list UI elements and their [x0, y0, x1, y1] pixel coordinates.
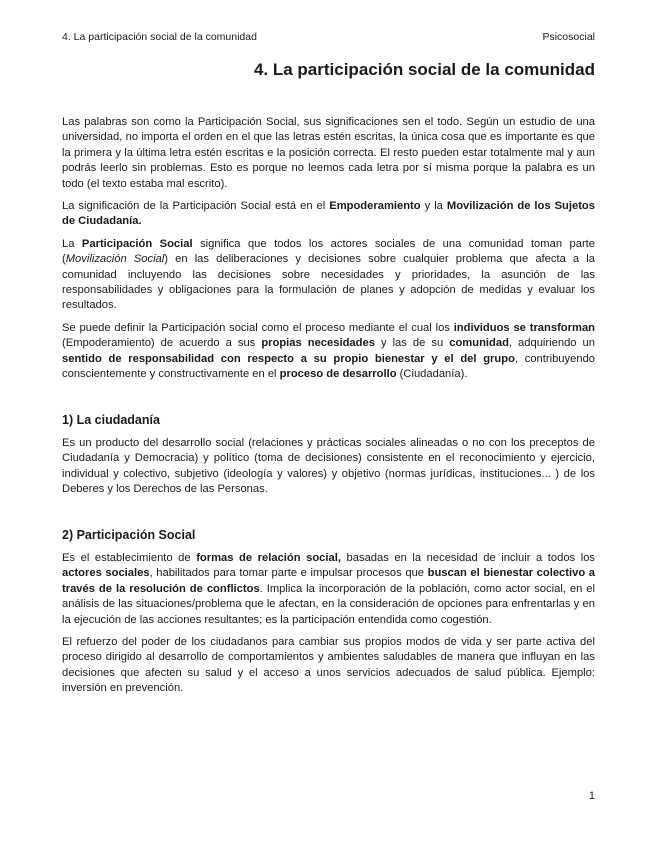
text-run: basadas en la necesidad de incluir a todos los: [340, 551, 596, 564]
bold-run: proceso de desarrollo: [279, 368, 397, 381]
bold-run: sentido de responsabilidad con respecto a su propio bienestar y el del grupo: [62, 352, 515, 365]
section1-paragraph: Es un producto del desarrollo social (relaciones y prácticas sociales alineadas o no con los preceptos de Ciudadanía y Democracia) y político (toma de decisiones) consistente en el reconocimiento y ejercicio, individual y colectivo, subjetivo (ideología y valores) y objetivo (normas jurídicas, instituciones... ) de los Deberes y los Derechos de las Personas.: [62, 436, 595, 496]
running-header-subject: Psicosocial: [542, 31, 595, 43]
text-run: y las de su: [374, 337, 450, 350]
bold-run: individuos se transforman: [453, 321, 595, 334]
text-run: , adquiriendo un: [508, 337, 595, 350]
running-header-title: 4. La participación social de la comunidad: [62, 31, 257, 43]
text-run: . Implica la incorporación de la población, como actor social, en el análisis de las situaciones/problema que le afectan, en la consideración de opciones para enfrentarlas y en la ejecución de las acciones resultantes; es la participación entendida como cogestión.: [62, 582, 595, 626]
page-number: 1: [588, 790, 595, 802]
section2-paragraph-1: [62, 551, 595, 628]
bold-run: buscan el bienestar colectivo a través de la resolución de conflictos: [62, 567, 595, 595]
italic-run: Movilización Social: [65, 253, 165, 266]
intro-paragraph-3: [62, 237, 595, 314]
text-run: Se puede definir la Participación social como el proceso mediante el cual los: [62, 321, 454, 334]
bold-run: formas de relación social,: [196, 551, 341, 564]
bold-run: comunidad: [449, 337, 509, 350]
text-run: Es el establecimiento de: [62, 551, 197, 564]
bold-run: Participación Social: [81, 237, 193, 250]
text-run: , contribuyendo conscientemente y constructivamente en el: [62, 352, 596, 381]
bold-run: Empoderamiento: [329, 200, 421, 213]
text-run: (Ciudadanía).: [396, 368, 468, 381]
intro-paragraph-4: [62, 321, 595, 383]
intro-paragraph-2: [62, 199, 595, 230]
text-run: significa que todos los actores sociales de una comunidad toman parte (: [62, 237, 596, 266]
text-run: ) en las deliberaciones y decisiones sobre cualquier problema que afecta a la comunidad incluyendo las decisiones sobre necesidades y prioridades, la asunción de las responsabilidades y obligaciones para la formulación de planes y adopción de medidas y evaluar los resultados.: [62, 253, 595, 312]
text-run: La significación de la Participación Social está en el: [62, 200, 330, 213]
text-run: , habilitados para tomar parte e impulsar procesos que: [149, 567, 428, 580]
section-heading-ciudadania: 1) La ciudadanía: [62, 412, 160, 427]
page-title: 4. La participación social de la comunidad: [253, 60, 595, 79]
bold-run: actores sociales: [62, 567, 150, 580]
section2-paragraph-2: El refuerzo del poder de los ciudadanos para cambiar sus propios modos de vida y ser parte activa del proceso dirigido al desarrollo de comportamientos y ambientes saludables de manera que influyan en las decisiones que afecten su salud y el acceso a unos servicios adecuados de salud pública. Ejemplo: inversión en prevención.: [62, 635, 595, 695]
bold-run: Movilización de los Sujetos de Ciudadanía.: [62, 200, 595, 228]
bold-run: propias necesidades: [261, 337, 375, 350]
document-body: [62, 115, 595, 697]
text-run: La: [62, 237, 82, 250]
intro-paragraph-1: Las palabras son como la Participación Social, sus significaciones sen el todo. Según un estudio de una universidad, no importa el orden en el que las letras estén escritas, la única cosa que es importante es que la primera y la última letra estén escritas e la posición correcta. El resto pueden estar totalmente mal y aun podrás leerlo sin problemas. Esto es porque no leemos cada letra por sí misma porque la palabra es un todo (el texto estaba mal escrito).: [62, 116, 595, 190]
text-run: (Empoderamiento) de acuerdo a sus: [62, 337, 262, 350]
text-run: y la: [420, 200, 447, 213]
section-heading-participacion: 2) Participación Social: [62, 527, 196, 542]
